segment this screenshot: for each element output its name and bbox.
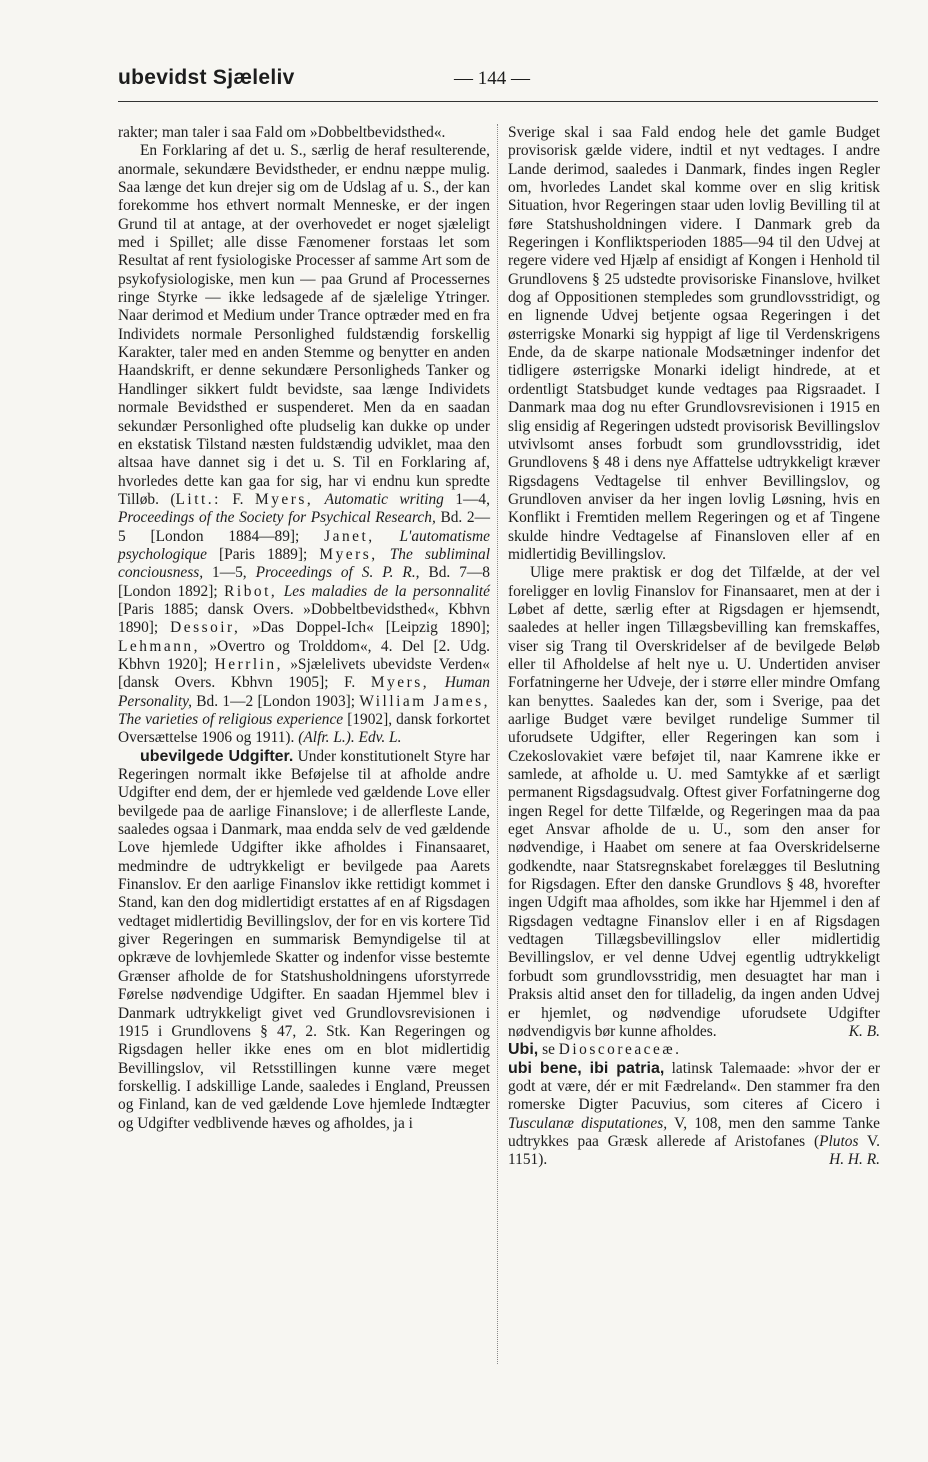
entry-text: V. 1151). — [508, 1132, 880, 1169]
author-ribot: Ribot, — [224, 582, 278, 600]
title-automatisme: L'automatisme psychologique — [118, 527, 490, 563]
title-automatic-writing: Automatic writing — [324, 490, 444, 508]
title-varieties: The varieties of religious experience — [118, 711, 344, 728]
right-column — [508, 124, 880, 1170]
lit-text: »Sjælelivets ubevidste Verden« [dansk Overs. Kbhvn 1905]; F. — [118, 655, 490, 692]
signature: (Alfr. L.). Edv. L. — [298, 729, 402, 747]
paragraph-text: Ulige mere praktisk er dog det Tilfælde, at der vel foreligger en lovlig Finanslov for Finansaaret, men at der i Løbet af dette, særlig efter at Rigsdagen er hjemsendt, saaledes at heller ingen Tillægsbevilling kan fremskaffes, viser sig Trang til Overskridelser af de bevilgede Beløb eller til Afholdelse af helt nye u. U. Undertiden anviser Forfatningerne her Udveje, der i større eller mindre Omfang kan benyttes. Saaledes kan der, som i Sverige, paa det aarlige Budget være bevilget rundelige Summer til uforudsete Udgifter, eller Regeringen kan som i Czekoslovakiet være beføjet til, naar Kamrene ikke er samlede, at afholde u. U. med Samtykke af et særligt permanent Rigsdagsudvalg. Oftest giver Forfatningerne dog ingen Regel for dette Tilfælde, og Regeringen maa da paa eget Ansvar afholde de u. U., som den anser for nødvendige, i Haabet om senere at faa Overskridelserne godkendte, naar Statsregnskabet forelægges til Beslutning for Rigsdagen. Efter den danske Grundlovs § 48, hvorefter ingen Udgift maa afholdes, som ikke har Hjemmel i den af Rigsdagen vedtagne Finanslov eller i en af Rigsdagen vedtagen Tillægsbevillingslov eller midlertidig Bevillingslov, er vel denne Udvej egentlig udtrykkeligt forbudt som grundlovsstridig, men desuagtet har man i Praksis altid anset den for tilladelig, da ingen anden Udvej er hjemlet, og nødvendige uforudsete Udgifter nødvendigvis bør kunne afholdes. — [508, 564, 880, 1040]
lit-text: [1902], dansk forkortet Oversættelse 1906 og 1911). — [118, 711, 490, 747]
entry-text: Under konstitutionelt Styre har Regeringen normalt ikke Beføjelse til at afholde andre Udgifter end dem, der er hjemlede ved gældende Love eller bevilgede paa de aarlige Finanslove; i de allerfleste Lande, saaledes ogsaa i Danmark, maa endda selv de ved gældende Love hjemlede Udgifter ikke afholdes i Finansaaret, medmindre de udtrykkeligt er bevilgede paa Aarets Finanslov. Er den aarlige Finanslov ikke rettidigt kommet i Stand, kan den dog midlertidigt erstattes af en af Rigsdagen vedtaget midlertidig Bevillingslov, der for en vis kortere Tid giver Regeringen en summarisk Bemyndigelse til at opkræve de lovhjemlede Skatter og indenfor visse bestemte Grænser afholde de for Statshusholdningens uforstyrrede Førelse nødvendige Udgifter. En saadan Hjemmel blev i Danmark udtrykkeligt givet ved Grundlovsrevisionen i 1915 i Grundlovens § 47, 2. Stk. Kan Regeringen og Rigsdagen heller ikke enes om en blot midlertidig Bevillingslov, vil Retsstillingen kunne være meget forskellig. I adskillige Lande, saaledes i England, Preussen og Finland, kan de ved gældende Love hjemlede Indtægter og Udgifter vedblivende hæves og afholdes, ja i — [118, 747, 490, 1132]
header-rule — [118, 101, 878, 102]
entry-text: se — [542, 1041, 555, 1059]
author-lehmann: Lehmann, — [118, 637, 200, 655]
author-myers: Myers, — [370, 674, 430, 692]
lit-text: Bd. 7—8 [London 1892]; — [118, 564, 490, 600]
left-column — [118, 124, 490, 1133]
lit-text: 1—4, — [455, 490, 490, 508]
lit-text: F. — [232, 490, 244, 508]
entry-ubi — [508, 1041, 880, 1059]
cross-reference: Dioscoreaceæ. — [558, 1041, 682, 1059]
author-dessoir: Dessoir, — [170, 619, 241, 637]
title-plutos: Plutos — [819, 1132, 859, 1150]
entry-text: latinsk Talemaade: »hvor der er godt at være, dér er mit Fædreland«. Den stammer fra den romerske Digter Pacuvius, som citeres af Cicero i — [508, 1059, 880, 1114]
title-proceedings: Proceedings of the Society for Psychical Research, — [118, 509, 436, 527]
right-paragraph-2 — [508, 564, 880, 1041]
title-subliminal: The subliminal conciousness, — [118, 545, 490, 582]
title-maladies: Les maladies de la personnalité — [283, 582, 490, 600]
author-james: William James, — [359, 692, 490, 710]
author-janet: Janet, — [324, 527, 375, 545]
lit-text: [Paris 1885; dansk Overs. »Dobbeltbevidsthed«, Kbhvn 1890]; — [118, 600, 490, 637]
lit-text: Bd. 2—5 [London 1884—89]; — [118, 509, 490, 545]
headword: ubi bene, ibi patria, — [508, 1059, 665, 1077]
left-paragraph-2-text: En Forklaring af det u. S., særlig de heraf resulterende, anormale, sekundære Bevidstheder, er endnu næppe mulig. Saa længe det kun drejer sig om de Udslag af u. S., der kan forekomme hos ethvert normalt Menneske, er der ingen Grund til at antage, at der overhovedet er noget sjæleligt med i Spillet; alle disse Fænomener forstaas let som Resultat af rent fysiologiske Processer af samme Art som de psykofysiologiske, men kun — paa Grund af Processernes ringe Styrke — ikke ledsagede af de sjælelige Ytringer. Naar derimod et Medium under Trance optræder med en fra Individets normale Personlighed fuldstændig forskellig Karakter, taler med en anden Stemme og benytter en anden Haandskrift, er denne sekundære Personligheds Tanker og Handlinger sikkert fuldt bevidste, saa længe Individets normale Bevidsthed er suspenderet. Men da en saadan sekundær Personlighed ofte pludselig kan dukke op under en ekstatisk Tilstand næsten fuldstændig udviklet, maa den altsaa have dannet sig i det u. S. Til en Forklaring af, hvorledes dette kan gaa for sig, har vi endnu kun spredte Tilløb. — [118, 142, 490, 508]
running-title: ubevidst Sjæleliv — [118, 66, 295, 89]
lit-text: »Overtro og Trolddom«, 4. Del [2. Udg. Kbhvn 1920]; — [118, 637, 490, 673]
author-herrlin: Herrlin, — [214, 655, 283, 673]
entry-ubi-bene — [508, 1060, 880, 1170]
right-paragraph-1: Sverige skal i saa Fald endog hele det gamle Budget provisorisk gælde videre, indtil et nyt vedtages. I andre Lande derimod, saaledes i Danmark, findes ingen Regler om, hvorledes Landet skal komme over en slig kritisk Situation, hvor Regeringen staar uden lovlig Bevilling til at føre Statshusholdningen videre. I Danmark greb da Regeringen i Konfliktsperioden 1885—94 til den Udvej at regere videre ved Hjælp af ensidigt af Kongen i Henhold til Grundlovens § 25 udstedte provisoriske Finanslove, hvilket dog af Oppositionen stempledes som grundlovsstridigt, og en lignende Udvej betjente ogsaa Regeringen i det østerrigske Monarki sig hyppigt af lige til Verdenskrigens Ende, da de skarpe nationale Modsætninger indenfor det tidligere østerrigske Monarki ideligt hindrede, at et ordentligt Statsbudget kunde vedtages paa Rigsraadet. I Danmark maa dog nu efter Grundlovsrevisionen i 1915 en slig ensidig af Regeringen udstedt provisorisk Bevillingslov utvivlsomt anses forbudt som grundlovsstridig, idet Grundlovens § 48 i dens nye Affattelse udtrykkeligt kræver Rigsdagens Vedtagelse til enhver Bevillingslov, og Grundloven anviser da her ingen lovlig Løsning, hvis en Konflikt i Fremtiden mellem Regeringen og et af Tingene skulde hindre Vedtagelse af Finansloven eller af en midlertidig Bevillingslov. — [508, 124, 880, 563]
signature: K. B. — [848, 1022, 880, 1040]
running-header — [118, 66, 878, 100]
page-number: — 144 — — [454, 68, 530, 89]
title-tusculanae: Tusculanæ disputationes, — [508, 1114, 668, 1132]
column-divider — [497, 124, 498, 1364]
title-proceedings-spr: Proceedings of S. P. R., — [255, 564, 420, 582]
left-paragraph-2: En Forklaring af det u. S., særlig de heraf resulterende, anormale, sekundære Bevidstheder, er endnu næppe mulig. Saa længe det kun drejer sig om de Udslag af u. S., der kan forekomme hos ethvert normalt Menneske, er der ingen Grund til at antage, at der overhovedet er noget sjæleligt med i Spillet; alle disse Fænomener forstaas let som Resultat af rent fysiologiske Processer af samme Art som de psykofysiologiske, men kun — paa Grund af Processernes ringe Styrke — ikke ledsagede af de sjælelige Ytringer. Naar derimod et Medium under Trance optræder med en fra Individets normale Personlighed fuldstændig forskellig Karakter, taler med en anden Stemme og benytter en anden Haandskrift, er denne sekundære Personligheds Tanker og Handlinger sikkert fuldt bevidste, saa længe Individets normale Bevidsthed er suspenderet. Men da en saadan sekundær Personlighed ofte pludselig kan dukke op under en ekstatisk Tilstand næsten fuldstændig udviklet, maa den altsaa have dannet sig i det u. S. Til en Forklaring af, hvorledes dette kan gaa for sig, har vi endnu kun spredte Tilløb. (Litt.: F. Myers, Automatic writing 1—4, Proceedings of the Society for Psychical Research, Bd. 2—5 [London 1884—89]; Janet, L'automatisme psychologique [Paris 1889]; Myers, The subliminal conciousness, 1—5, Proceedings of S. P. R., Bd. 7—8 [London 1892]; Ribot, Les maladies de la personnalité [Paris 1885; dansk Overs. »Dobbeltbevidsthed«, Kbhvn 1890]; Dessoir, »Das Doppel-Ich« [Leipzig 1890]; Lehmann, »Overtro og Trolddom«, 4. Del [2. Udg. Kbhvn 1920]; Herrlin, »Sjælelivets ubevidste Verden« [dansk Overs. Kbhvn 1905]; F. Myers, Human Personality, Bd. 1—2 [London 1903]; William James, The varieties of religious experience [1902], dansk forkortet Oversættelse 1906 og 1911). (Alfr. L.). Edv. L. — [118, 142, 491, 747]
author-myers: Myers, — [255, 490, 314, 508]
entry-text: V, 108, men den samme Tanke udtrykkes paa Græsk allerede af Aristofanes ( — [508, 1114, 880, 1150]
left-paragraph-1: rakter; man taler i saa Fald om »Dobbeltbevidsthed«. — [118, 124, 446, 141]
lit-text: Bd. 1—2 [London 1903]; — [196, 692, 356, 710]
lit-text: 1—5, — [212, 564, 247, 582]
signature: H. H. R. — [829, 1151, 880, 1169]
lit-text: [Paris 1889]; — [219, 545, 308, 563]
lit-label: Litt.: — [175, 490, 221, 508]
title-human-personality: Human Personality, — [118, 674, 491, 710]
entry-ubevilgede-udgifter — [118, 748, 490, 1133]
headword: Ubi, — [508, 1041, 539, 1059]
lit-text: »Das Doppel-Ich« [Leipzig 1890]; — [252, 619, 490, 637]
author-myers: Myers, — [319, 545, 378, 563]
headword: ubevilgede Udgifter. — [140, 747, 294, 765]
